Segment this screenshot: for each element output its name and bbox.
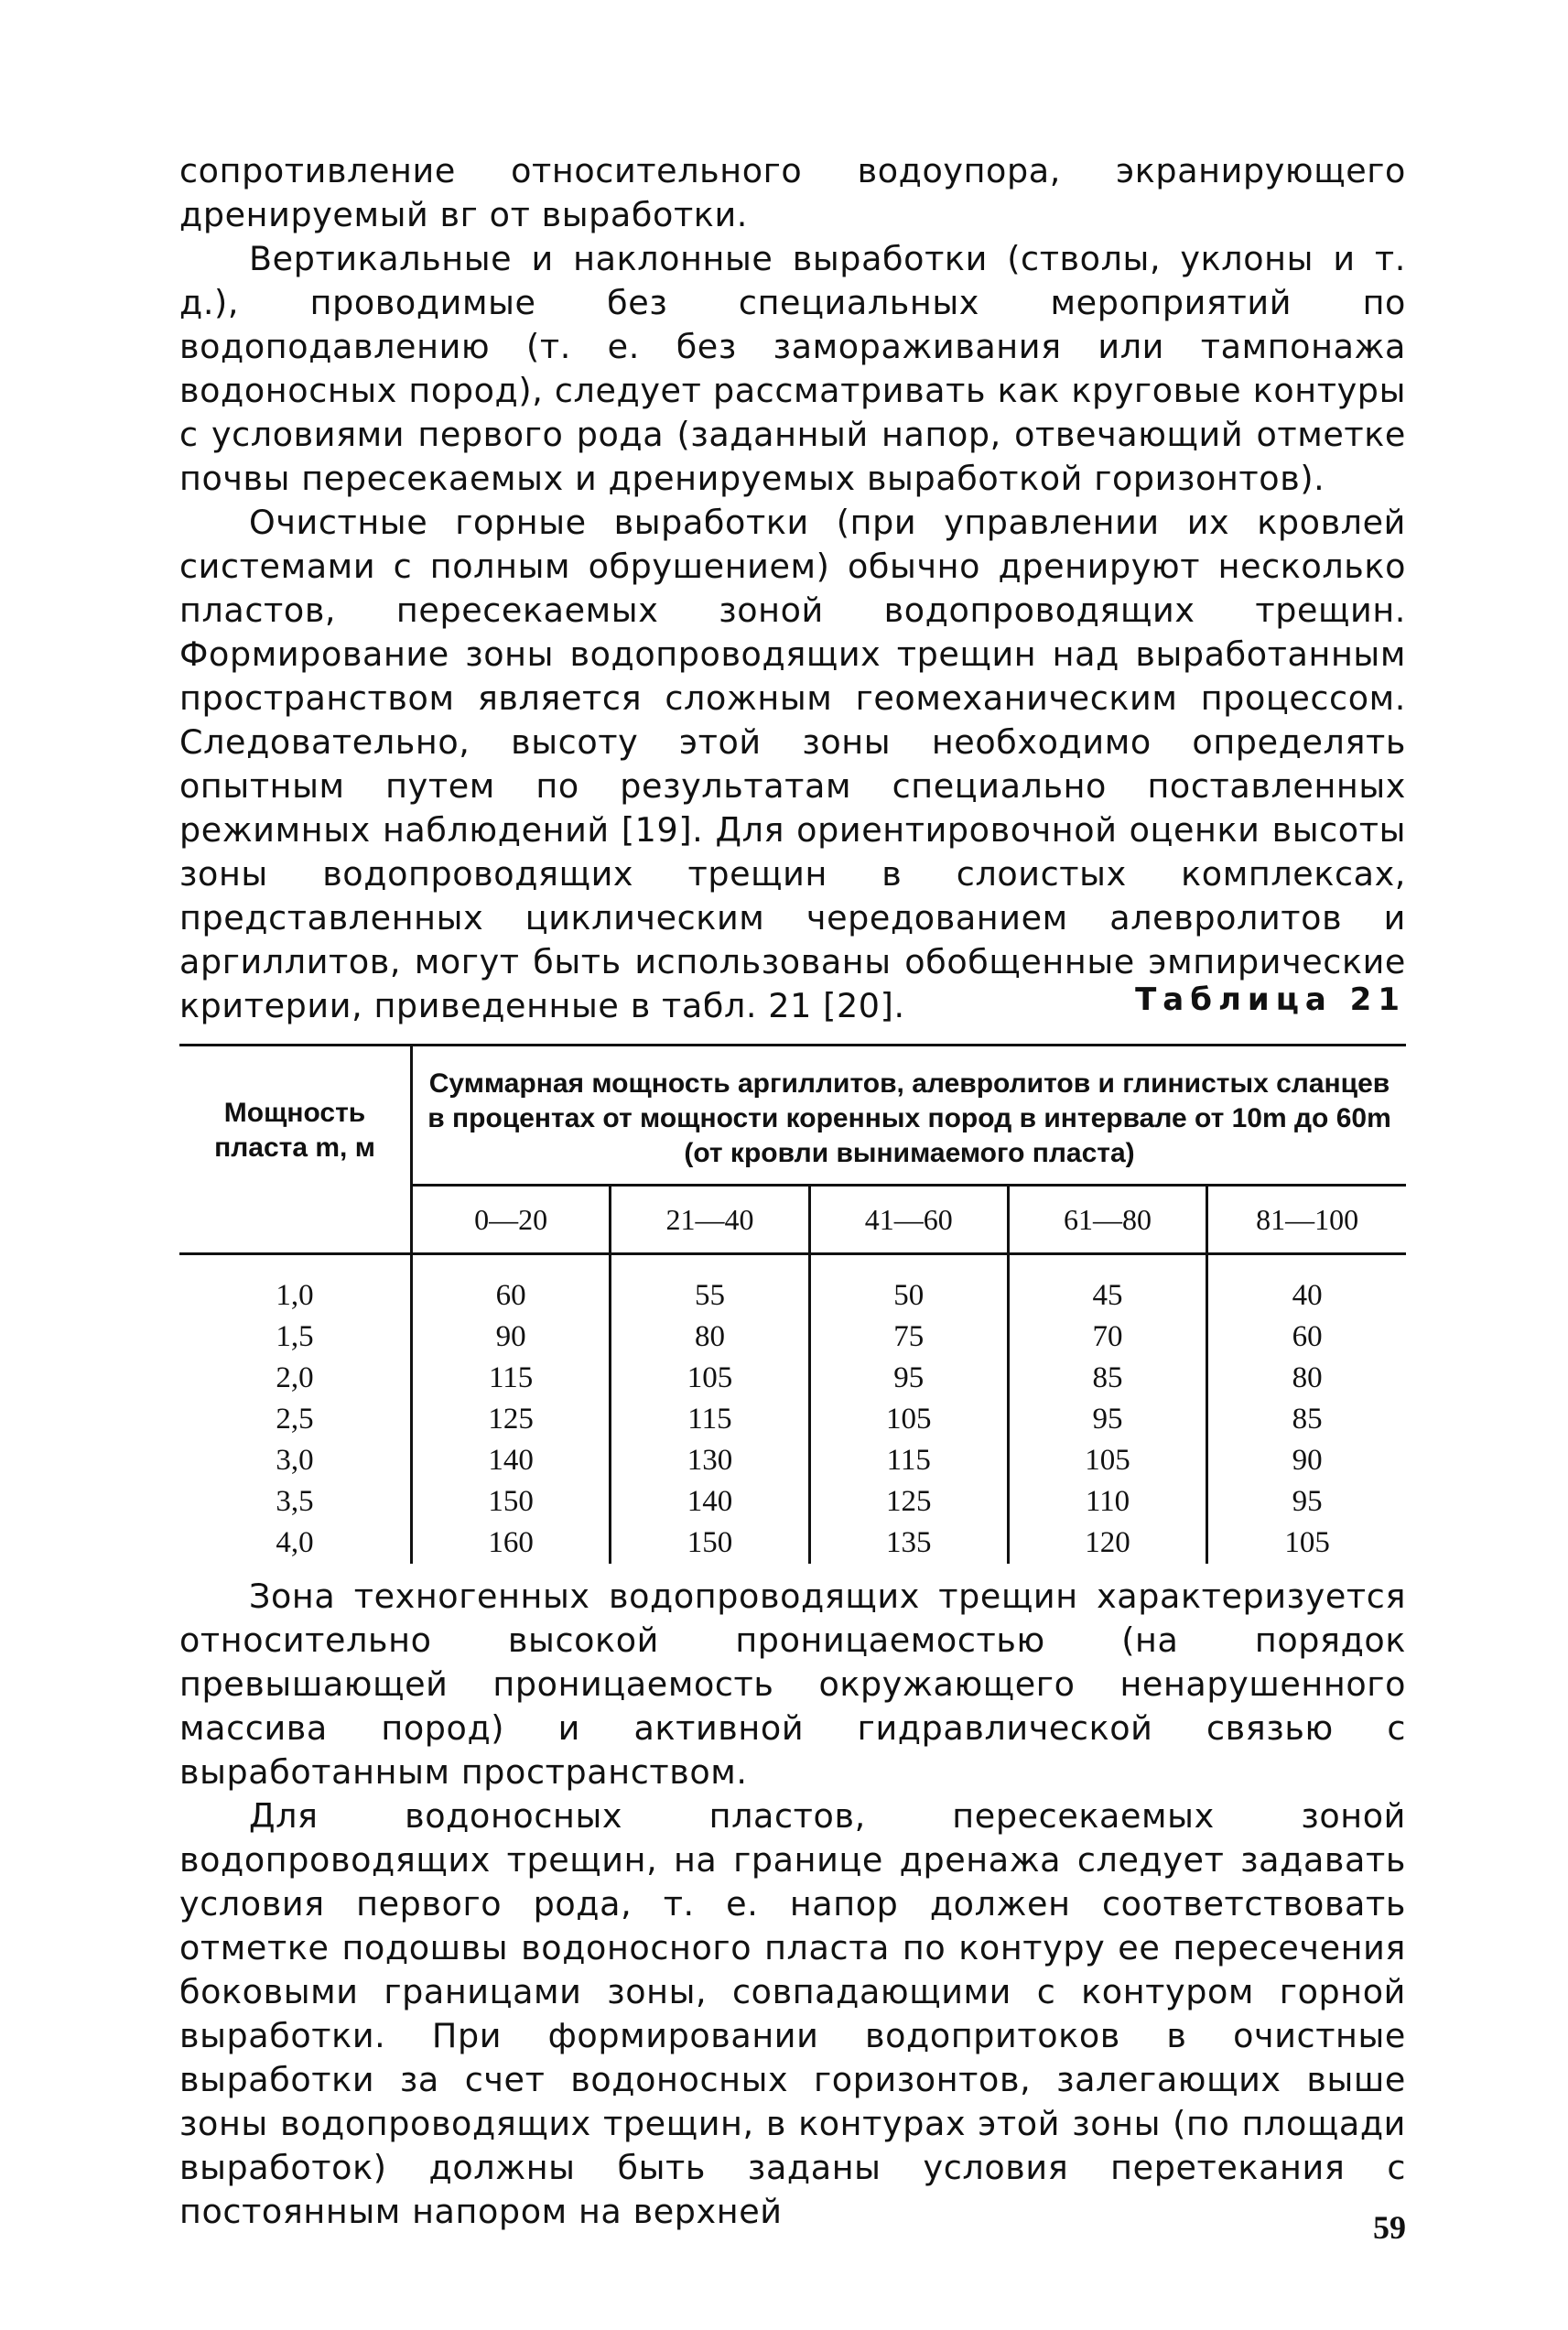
- data-table: [179, 1044, 1406, 1564]
- table-cell: 115: [412, 1358, 611, 1399]
- table-cell: 70: [1008, 1317, 1206, 1358]
- table-cell: 90: [1292, 1444, 1323, 1477]
- table-cell: 60: [1292, 1320, 1323, 1353]
- table-cell: 105: [1008, 1440, 1206, 1481]
- header-range: 0—20: [412, 1186, 611, 1254]
- table-cell: 125: [412, 1399, 611, 1440]
- text-block-bottom: [179, 1575, 1406, 2234]
- page-number: 59: [1373, 2209, 1406, 2246]
- cell-thickness: 3,0: [179, 1440, 412, 1481]
- header-range: 21—40: [611, 1186, 809, 1254]
- cell-thickness: 2,5: [179, 1399, 412, 1440]
- table-cell: 95: [1008, 1399, 1206, 1440]
- table-row: [179, 1523, 1406, 1564]
- table-cell: 95: [1292, 1485, 1323, 1518]
- table-row: [179, 1317, 1406, 1358]
- table-title: Таблица 21: [1135, 981, 1406, 1018]
- table-row: [179, 1254, 1406, 1317]
- table-cell: 125: [809, 1481, 1008, 1523]
- table-cell: 130: [611, 1440, 809, 1481]
- table-row: [179, 1440, 1406, 1481]
- table-cell: 150: [611, 1523, 809, 1564]
- table-cell: 105: [611, 1358, 809, 1399]
- table-cell: 140: [412, 1440, 611, 1481]
- table-cell: 60: [412, 1254, 611, 1317]
- text-block-top: [179, 149, 1406, 1028]
- table-cell: 140: [611, 1481, 809, 1523]
- table-cell: 110: [1008, 1481, 1206, 1523]
- table-row: [179, 1399, 1406, 1440]
- paragraph: сопротивление относительного водоупора, экранирующего дренируемый вг от выработки.: [179, 151, 1406, 234]
- cell-thickness: 1,0: [179, 1254, 412, 1317]
- table-cell: 150: [412, 1481, 611, 1523]
- table-row: [179, 1481, 1406, 1523]
- table-cell: 105: [809, 1399, 1008, 1440]
- table-cell: 115: [809, 1440, 1008, 1481]
- table-cell: 115: [611, 1399, 809, 1440]
- paragraph: Очистные горные выработки (при управлении их кровлей системами с полным обрушением) обычно дренируют несколько пластов, пересекаемых зоной водопроводящих трещин. Формирование зоны водопроводящих трещин над выработанным пространством является сложным геомеханическим процессом. Следовательно, высоту этой зоны необходимо определять опытным путем по результатам специально поставленных режимных наблюдений [19]. Для ориентировочной оценки высоты зоны водопроводящих трещин в слоистых комплексах, представленных циклическим чередованием алевролитов и аргиллитов, могут быть использованы обобщенные эмпирические критерии, приведенные в табл. 21 [20].: [179, 503, 1406, 1025]
- table-cell: 120: [1008, 1523, 1206, 1564]
- table-cell: 75: [809, 1317, 1008, 1358]
- table-cell: 85: [1008, 1358, 1206, 1399]
- paragraph: Вертикальные и наклонные выработки (стволы, уклоны и т. д.), проводимые без специальных мероприятий по водоподавлению (т. е. без замораживания или тампонажа водоносных пород), следует рассматривать как круговые контуры с условиями первого рода (заданный напор, отвечающий отметке почвы пересекаемых и дренируемых выработкой горизонтов).: [179, 239, 1406, 498]
- header-range: 41—60: [809, 1186, 1008, 1254]
- cell-thickness: 1,5: [179, 1317, 412, 1358]
- header-range: 61—80: [1008, 1186, 1206, 1254]
- table-cell: 55: [611, 1254, 809, 1317]
- table-cell: 95: [809, 1358, 1008, 1399]
- header-range: 81—100: [1207, 1186, 1406, 1254]
- cell-thickness: 4,0: [179, 1523, 412, 1564]
- table-cell: 40: [1292, 1279, 1323, 1312]
- paragraph: Зона техногенных водопроводящих трещин характеризуется относительно высокой проницаемостью (на порядок превышающей проницаемость окружающего ненарушенного массива пород) и активной гидравлической связью с выработанным пространством.: [179, 1577, 1406, 1792]
- cell-thickness: 3,5: [179, 1481, 412, 1523]
- table-cell: 90: [412, 1317, 611, 1358]
- header-total-thickness: Суммарная мощность аргиллитов, алевролитов и глинистых сланцев в процентах от мощности коренных пород в интервале от 10m до 60m (от кровли вынимаемого пласта): [412, 1046, 1407, 1186]
- table-cell: 135: [809, 1523, 1008, 1564]
- table-cell: 80: [611, 1317, 809, 1358]
- table-cell: 80: [1292, 1361, 1323, 1394]
- cell-thickness: 2,0: [179, 1358, 412, 1399]
- table-cell: 45: [1008, 1254, 1206, 1317]
- table-row: [179, 1358, 1406, 1399]
- table-cell: 85: [1292, 1403, 1323, 1436]
- header-seam-thickness: Мощность пласта m, м: [179, 1046, 412, 1254]
- table-cell: 50: [809, 1254, 1008, 1317]
- table-cell: 105: [1284, 1526, 1330, 1559]
- paragraph: Для водоносных пластов, пересекаемых зоной водопроводящих трещин, на границе дренажа следует задавать условия первого рода, т. е. напор должен соответствовать отметке подошвы водоносного пласта по контуру ее пересечения боковыми границами зоны, совпадающими с контуром горной выработки. При формировании водопритоков в очистные выработки за счет водоносных горизонтов, залегающих выше зоны водопроводящих трещин, в контурах этой зоны (по площади выработок) должны быть заданы условия перетекания с постоянным напором на верхней: [179, 1796, 1406, 2231]
- table-cell: 160: [412, 1523, 611, 1564]
